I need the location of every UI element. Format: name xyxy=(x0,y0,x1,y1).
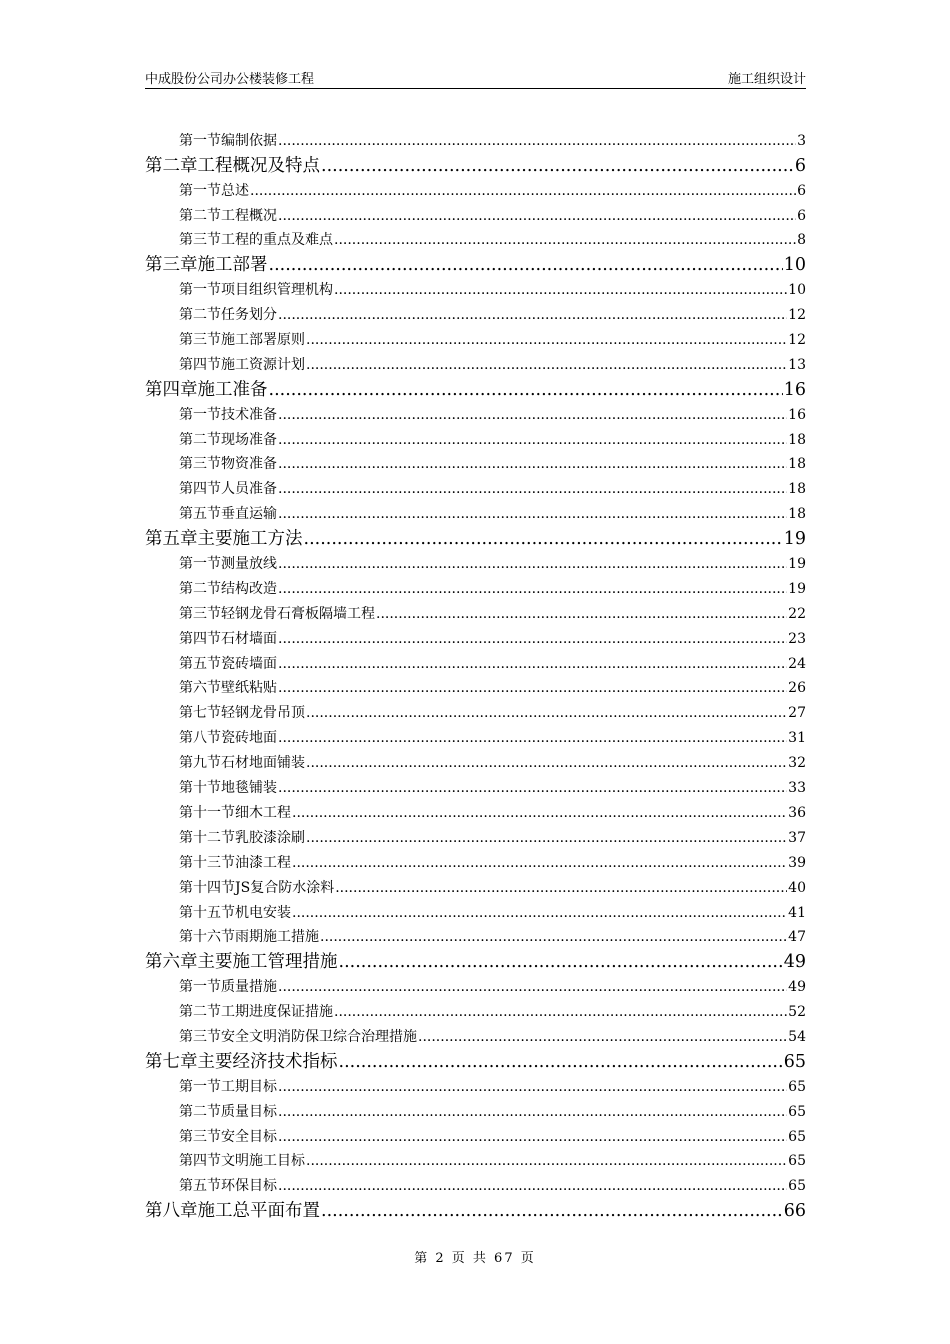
toc-entry-number: 第八章 xyxy=(145,1201,198,1222)
toc-entry-title: 工程概况 xyxy=(221,207,277,224)
toc-entry-page: 10 xyxy=(783,255,806,276)
toc-entry-title: 质量目标 xyxy=(221,1103,277,1120)
toc-entry-page: 33 xyxy=(788,780,806,797)
toc-entry-page: 19 xyxy=(788,556,806,573)
toc-entry-title: 施工部署 xyxy=(197,255,268,276)
toc-entry-number: 第五章 xyxy=(145,529,198,550)
toc-dot-leader xyxy=(321,156,794,176)
toc-dot-leader xyxy=(278,430,787,450)
toc-section-entry[interactable] xyxy=(145,773,806,798)
toc-entry-page: 16 xyxy=(783,379,806,400)
toc-entry-title: 垂直运输 xyxy=(221,506,277,523)
toc-section-entry[interactable] xyxy=(145,350,806,375)
toc-chapter-entry[interactable] xyxy=(145,1047,806,1072)
toc-entry-page: 6 xyxy=(797,182,806,199)
header-document-type: 施工组织设计 xyxy=(727,72,806,87)
toc-dot-leader xyxy=(278,728,787,748)
toc-entry-number: 第九节 xyxy=(179,755,221,772)
toc-entry-page: 66 xyxy=(783,1201,806,1222)
toc-entry-number: 第十一节 xyxy=(179,804,235,821)
toc-entry-title: 安全文明消防保卫综合治理措施 xyxy=(221,1028,417,1045)
toc-section-entry[interactable] xyxy=(145,176,806,201)
toc-entry-page: 49 xyxy=(783,952,806,973)
toc-entry-number: 第四节 xyxy=(179,356,221,373)
toc-entry-title: 结构改造 xyxy=(221,580,277,597)
toc-entry-title: 主要施工管理措施 xyxy=(197,952,338,973)
toc-dot-leader xyxy=(278,454,787,474)
toc-entry-page: 12 xyxy=(788,307,806,324)
toc-entry-page: 3 xyxy=(797,132,806,149)
toc-dot-leader xyxy=(278,629,787,649)
toc-entry-page: 8 xyxy=(797,232,806,249)
toc-entry-page: 13 xyxy=(788,356,806,373)
toc-entry-title: 现场准备 xyxy=(221,431,277,448)
toc-entry-title: 编制依据 xyxy=(221,132,277,149)
toc-entry-number: 第四章 xyxy=(145,379,198,400)
toc-entry-number: 第十六节 xyxy=(179,929,235,946)
toc-section-entry[interactable] xyxy=(145,1022,806,1047)
toc-entry-number: 第二章 xyxy=(145,155,198,176)
toc-entry-page: 12 xyxy=(788,332,806,349)
toc-dot-leader xyxy=(334,280,787,300)
toc-entry-number: 第二节 xyxy=(179,307,221,324)
toc-entry-number: 第八节 xyxy=(179,730,221,747)
toc-section-entry[interactable] xyxy=(145,823,806,848)
toc-dot-leader xyxy=(269,255,783,275)
toc-section-entry[interactable] xyxy=(145,1122,806,1147)
toc-entry-title: 油漆工程 xyxy=(235,854,291,871)
toc-entry-title: 施工总平面布置 xyxy=(197,1201,320,1222)
toc-dot-leader xyxy=(320,927,787,947)
toc-entry-title: 安全目标 xyxy=(221,1128,277,1145)
toc-entry-page: 40 xyxy=(788,879,806,896)
toc-dot-leader xyxy=(278,405,787,425)
toc-section-entry[interactable] xyxy=(145,400,806,425)
toc-dot-leader xyxy=(250,181,796,201)
toc-dot-leader xyxy=(339,1052,783,1072)
toc-dot-leader xyxy=(278,1077,787,1097)
toc-section-entry[interactable] xyxy=(145,1171,806,1196)
toc-entry-number: 第二节 xyxy=(179,580,221,597)
toc-dot-leader xyxy=(278,654,787,674)
toc-entry-page: 19 xyxy=(788,580,806,597)
toc-entry-page: 65 xyxy=(788,1153,806,1170)
toc-entry-page: 52 xyxy=(788,1004,806,1021)
toc-entry-number: 第一节 xyxy=(179,182,221,199)
toc-entry-number: 第一节 xyxy=(179,132,221,149)
toc-entry-number: 第三节 xyxy=(179,332,221,349)
toc-dot-leader xyxy=(278,1102,787,1122)
toc-dot-leader xyxy=(418,1027,787,1047)
toc-entry-title: 物资准备 xyxy=(221,456,277,473)
toc-entry-page: 18 xyxy=(788,431,806,448)
toc-chapter-entry[interactable] xyxy=(145,524,806,549)
toc-section-entry[interactable] xyxy=(145,499,806,524)
toc-entry-title: 轻钢龙骨石膏板隔墙工程 xyxy=(221,605,375,622)
toc-entry-number: 第五节 xyxy=(179,655,221,672)
toc-entry-number: 第六章 xyxy=(145,952,198,973)
toc-dot-leader xyxy=(306,703,787,723)
toc-chapter-entry[interactable] xyxy=(145,1196,806,1221)
toc-chapter-entry[interactable] xyxy=(145,947,806,972)
toc-entry-title: 工程概况及特点 xyxy=(197,155,320,176)
toc-entry-page: 37 xyxy=(788,829,806,846)
toc-entry-title: 机电安装 xyxy=(235,904,291,921)
toc-section-entry[interactable] xyxy=(145,624,806,649)
toc-dot-leader xyxy=(269,380,783,400)
toc-entry-page: 65 xyxy=(788,1178,806,1195)
toc-entry-page: 65 xyxy=(783,1051,806,1072)
toc-section-entry[interactable] xyxy=(145,698,806,723)
toc-dot-leader xyxy=(292,803,787,823)
toc-entry-title: 施工准备 xyxy=(197,379,268,400)
toc-entry-number: 第一节 xyxy=(179,1078,221,1095)
toc-entry-page: 18 xyxy=(788,506,806,523)
toc-section-entry[interactable] xyxy=(145,275,806,300)
toc-dot-leader xyxy=(278,131,796,151)
toc-entry-number: 第七章 xyxy=(145,1051,198,1072)
toc-entry-number: 第二节 xyxy=(179,1004,221,1021)
toc-entry-page: 18 xyxy=(788,481,806,498)
toc-entry-page: 32 xyxy=(788,755,806,772)
toc-section-entry[interactable] xyxy=(145,1072,806,1097)
toc-section-entry[interactable] xyxy=(145,798,806,823)
toc-entry-number: 第四节 xyxy=(179,630,221,647)
toc-entry-title: 轻钢龙骨吊顶 xyxy=(221,705,305,722)
toc-section-entry[interactable] xyxy=(145,126,806,151)
toc-entry-page: 6 xyxy=(794,155,806,176)
toc-entry-title: 任务划分 xyxy=(221,307,277,324)
toc-entry-page: 18 xyxy=(788,456,806,473)
toc-entry-number: 第四节 xyxy=(179,481,221,498)
toc-entry-number: 第二节 xyxy=(179,431,221,448)
toc-dot-leader xyxy=(292,903,787,923)
toc-dot-leader xyxy=(278,504,787,524)
toc-entry-number: 第十四节 xyxy=(179,879,235,896)
toc-entry-page: 65 xyxy=(788,1103,806,1120)
toc-entry-number: 第二节 xyxy=(179,207,221,224)
toc-entry-number: 第十五节 xyxy=(179,904,235,921)
toc-entry-number: 第二节 xyxy=(179,1103,221,1120)
toc-section-entry[interactable] xyxy=(145,873,806,898)
toc-dot-leader xyxy=(278,678,787,698)
toc-dot-leader xyxy=(278,1127,787,1147)
toc-entry-page: 39 xyxy=(788,854,806,871)
toc-section-entry[interactable] xyxy=(145,1147,806,1172)
toc-entry-title: 地毯铺装 xyxy=(221,780,277,797)
toc-dot-leader xyxy=(306,330,787,350)
toc-chapter-entry[interactable] xyxy=(145,375,806,400)
toc-entry-number: 第十三节 xyxy=(179,854,235,871)
toc-section-entry[interactable] xyxy=(145,474,806,499)
toc-entry-page: 23 xyxy=(788,630,806,647)
toc-entry-number: 第五节 xyxy=(179,1178,221,1195)
toc-entry-page: 6 xyxy=(797,207,806,224)
toc-entry-title: 细木工程 xyxy=(235,804,291,821)
toc-entry-title: 施工资源计划 xyxy=(221,356,305,373)
toc-chapter-entry[interactable] xyxy=(145,250,806,275)
toc-entry-title: 石材地面铺装 xyxy=(221,755,305,772)
toc-dot-leader xyxy=(306,753,787,773)
toc-entry-number: 第三章 xyxy=(145,255,198,276)
toc-entry-title: 瓷砖地面 xyxy=(221,730,277,747)
toc-section-entry[interactable] xyxy=(145,425,806,450)
toc-chapter-entry[interactable] xyxy=(145,151,806,176)
toc-dot-leader xyxy=(306,828,787,848)
toc-entry-title: JS复合防水涂料 xyxy=(235,879,335,896)
toc-dot-leader xyxy=(334,230,796,250)
toc-entry-title: 人员准备 xyxy=(221,481,277,498)
toc-entry-number: 第一节 xyxy=(179,979,221,996)
toc-section-entry[interactable] xyxy=(145,997,806,1022)
toc-entry-title: 乳胶漆涂刷 xyxy=(235,829,305,846)
toc-dot-leader xyxy=(306,1151,787,1171)
page-header xyxy=(145,66,806,89)
toc-entry-number: 第三节 xyxy=(179,232,221,249)
toc-entry-number: 第一节 xyxy=(179,556,221,573)
toc-entry-number: 第五节 xyxy=(179,506,221,523)
toc-section-entry[interactable] xyxy=(145,748,806,773)
toc-entry-page: 26 xyxy=(788,680,806,697)
table-of-contents xyxy=(145,126,806,1221)
toc-dot-leader xyxy=(278,778,787,798)
toc-dot-leader xyxy=(278,579,787,599)
toc-dot-leader xyxy=(278,305,787,325)
toc-section-entry[interactable] xyxy=(145,300,806,325)
toc-entry-title: 测量放线 xyxy=(221,556,277,573)
toc-entry-page: 24 xyxy=(788,655,806,672)
toc-section-entry[interactable] xyxy=(145,674,806,699)
toc-entry-page: 22 xyxy=(788,605,806,622)
toc-entry-number: 第一节 xyxy=(179,406,221,423)
toc-entry-number: 第十二节 xyxy=(179,829,235,846)
toc-entry-number: 第七节 xyxy=(179,705,221,722)
toc-entry-page: 41 xyxy=(788,904,806,921)
toc-dot-leader xyxy=(339,952,783,972)
toc-entry-number: 第十节 xyxy=(179,780,221,797)
toc-dot-leader xyxy=(278,479,787,499)
toc-entry-number: 第三节 xyxy=(179,456,221,473)
toc-entry-page: 19 xyxy=(783,529,806,550)
toc-entry-title: 文明施工目标 xyxy=(221,1153,305,1170)
toc-section-entry[interactable] xyxy=(145,898,806,923)
toc-entry-number: 第三节 xyxy=(179,1028,221,1045)
toc-entry-title: 主要经济技术指标 xyxy=(197,1051,338,1072)
toc-section-entry[interactable] xyxy=(145,599,806,624)
toc-section-entry[interactable] xyxy=(145,325,806,350)
toc-dot-leader xyxy=(278,554,787,574)
toc-section-entry[interactable] xyxy=(145,226,806,251)
toc-dot-leader xyxy=(304,529,783,549)
toc-entry-page: 16 xyxy=(788,406,806,423)
toc-entry-title: 工程的重点及难点 xyxy=(221,232,333,249)
toc-section-entry[interactable] xyxy=(145,574,806,599)
toc-entry-title: 壁纸粘贴 xyxy=(221,680,277,697)
toc-dot-leader xyxy=(334,1002,787,1022)
toc-entry-title: 总述 xyxy=(221,182,249,199)
toc-dot-leader xyxy=(306,355,787,375)
page-footer: 第 2 页 共 67 页 xyxy=(414,1251,536,1266)
toc-entry-page: 31 xyxy=(788,730,806,747)
toc-dot-leader xyxy=(376,604,787,624)
toc-entry-page: 65 xyxy=(788,1128,806,1145)
toc-entry-title: 施工部署原则 xyxy=(221,332,305,349)
toc-section-entry[interactable] xyxy=(145,549,806,574)
toc-section-entry[interactable] xyxy=(145,923,806,948)
toc-entry-page: 49 xyxy=(788,979,806,996)
toc-dot-leader xyxy=(321,1201,783,1221)
header-project-name: 中成股份公司办公楼装修工程 xyxy=(145,72,315,87)
toc-entry-title: 瓷砖墙面 xyxy=(221,655,277,672)
toc-entry-number: 第六节 xyxy=(179,680,221,697)
toc-section-entry[interactable] xyxy=(145,848,806,873)
toc-section-entry[interactable] xyxy=(145,450,806,475)
toc-dot-leader xyxy=(278,977,787,997)
toc-entry-title: 环保目标 xyxy=(221,1178,277,1195)
toc-section-entry[interactable] xyxy=(145,649,806,674)
toc-entry-title: 质量措施 xyxy=(221,979,277,996)
toc-dot-leader xyxy=(278,206,796,226)
toc-entry-page: 27 xyxy=(788,705,806,722)
toc-section-entry[interactable] xyxy=(145,972,806,997)
toc-dot-leader xyxy=(292,853,787,873)
toc-entry-title: 工期进度保证措施 xyxy=(221,1004,333,1021)
toc-entry-page: 65 xyxy=(788,1078,806,1095)
toc-dot-leader xyxy=(335,878,787,898)
toc-dot-leader xyxy=(278,1176,787,1196)
toc-entry-title: 主要施工方法 xyxy=(197,529,303,550)
toc-section-entry[interactable] xyxy=(145,201,806,226)
toc-entry-number: 第三节 xyxy=(179,1128,221,1145)
toc-entry-number: 第一节 xyxy=(179,282,221,299)
toc-entry-title: 工期目标 xyxy=(221,1078,277,1095)
toc-entry-title: 石材墙面 xyxy=(221,630,277,647)
toc-entry-title: 雨期施工措施 xyxy=(235,929,319,946)
toc-entry-number: 第三节 xyxy=(179,605,221,622)
toc-entry-title: 技术准备 xyxy=(221,406,277,423)
toc-entry-number: 第四节 xyxy=(179,1153,221,1170)
toc-entry-page: 10 xyxy=(788,282,806,299)
toc-entry-page: 47 xyxy=(788,929,806,946)
toc-section-entry[interactable] xyxy=(145,723,806,748)
toc-entry-page: 36 xyxy=(788,804,806,821)
toc-section-entry[interactable] xyxy=(145,1097,806,1122)
toc-entry-page: 54 xyxy=(788,1028,806,1045)
toc-entry-title: 项目组织管理机构 xyxy=(221,282,333,299)
